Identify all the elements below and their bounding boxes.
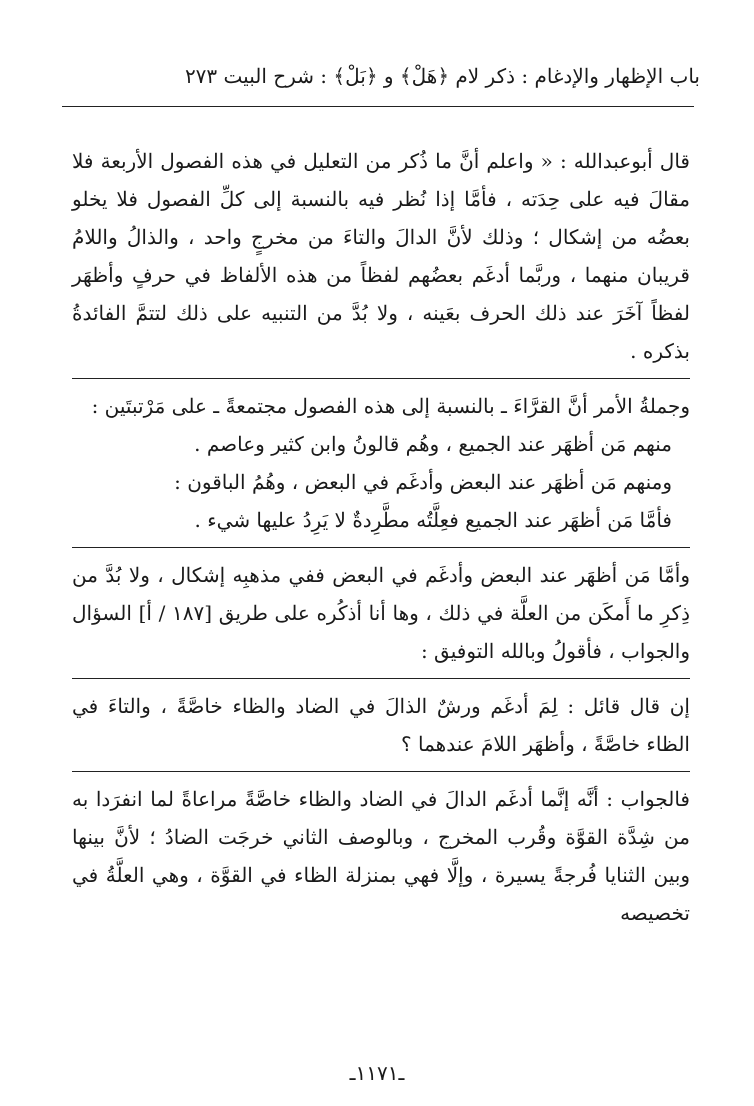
paragraph-group-two: ومنهم مَن أظهَر عند البعض وأدغَم في البعض ، وهُمُ الباقون : xyxy=(174,470,672,494)
paragraph-answer: فالجواب : أنَّه إنَّما أدغَم الدالَ في الضاد والظاء خاصَّةً مراعاةً لما انفرَدا به من شِدَّة القوَّة وقُرب المخرج ، وبالوصف الثاني خرجَت الضادُ ؛ لأنَّ بينها وبين الثنايا فُرجةً يسيرة ، وإلَّا فهي بمنزلة الظاء في القوَّة ، وهي العلَّةُ في تخصيصه xyxy=(72,787,690,925)
page-number: ـ١١٧١ـ xyxy=(349,1061,405,1085)
page-body xyxy=(72,142,690,932)
paragraph-summary: وجملةُ الأمر أنَّ القرَّاءَ ـ بالنسبة إلى هذه الفصول مجتمعةً ـ على مَرْتبتَين : xyxy=(91,394,690,418)
section-divider xyxy=(72,378,690,379)
section-divider xyxy=(72,678,690,679)
running-header: باب الإظهار والإدغام : ذكر لام ﴿هَلْ﴾ و ﴿بَلْ﴾ : شرح البيت ٢٧٣ xyxy=(184,64,700,88)
section-divider xyxy=(72,547,690,548)
paragraph-group-one: منهم مَن أظهَر عند الجميع ، وهُم قالونُ وابن كثير وعاصم . xyxy=(194,432,672,456)
paragraph-question: إن قال قائل : لِمَ أدغَم ورشٌ الذالَ في الضاد والظاء خاصَّةً ، والتاءَ في الظاء خاصَّةً ، وأظهَر اللامَ عندهما ؟ xyxy=(72,694,690,756)
paragraph-group-one-reason: فأمَّا مَن أظهَر عند الجميع فعِلَّتُه مطَّرِدةٌ لا يَرِدُ عليها شيء . xyxy=(194,508,672,532)
paragraph-group-two-discussion: وأمَّا مَن أظهَر عند البعض وأدغَم في البعض ففي مذهبِه إشكال ، ولا بُدَّ من ذِكرِ ما أَمكَن من العلَّة في ذلك ، وها أنا أذكُره على طريق [١٨٧ / أ] السؤال والجواب ، فأقولُ وبالله التوفيق : xyxy=(72,563,690,663)
section-divider xyxy=(72,771,690,772)
header-rule xyxy=(62,106,694,107)
paragraph-intro-quote: قال أبوعبدالله : « واعلم أنَّ ما ذُكر من التعليل في هذه الفصول الأربعة فلا مقالَ فيه على حِدَته ، فأمَّا إذا نُظر فيه بالنسبة إلى كلِّ الفصول فلا يخلو بعضُه من إشكال ؛ وذلك لأنَّ الدالَ والتاءَ من مخرجٍ واحد ، والذالُ واللامُ قريبان منهما ، وربَّما أدغَم بعضُهم لفظاً من هذه الألفاظ في حرفٍ وأظهَر لفظاً آخَرَ عند ذلك الحرف بعَينه ، ولا بُدَّ من التنبيه على ذلك لتتمَّ الفائدةُ بذكره . xyxy=(72,149,690,363)
